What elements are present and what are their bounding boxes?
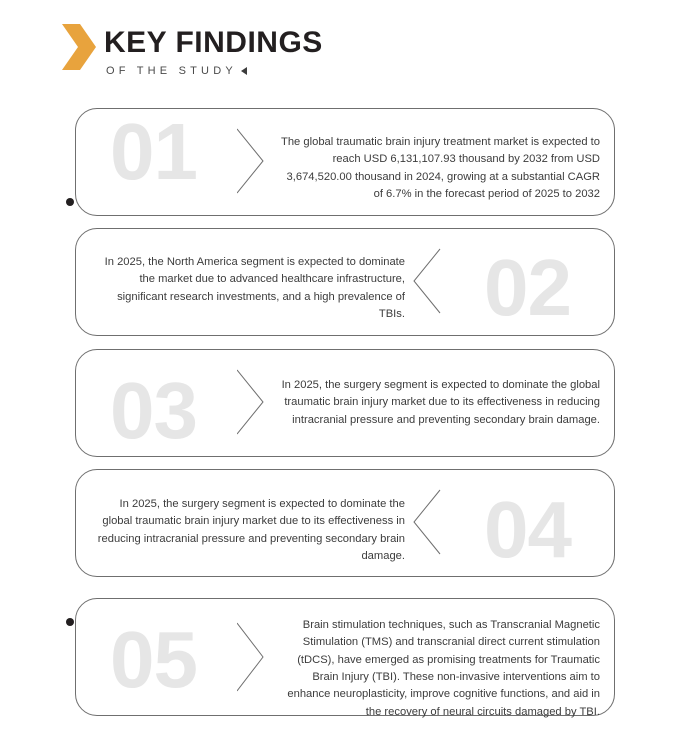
finding-text-05: Brain stimulation techniques, such as Transcranial Magnetic Stimulation (TMS) and transcranial direct current stimulation (tDCS), have emerged as promising treatments for Traumatic Brain Injury (TBI). These non-invasive interventions aim to enhance neuroplasticity, improve cognitive functions, and aid in the recovery of neural circuits damaged by TBI. — [287, 619, 600, 718]
finding-number-05: 05 — [110, 615, 197, 704]
finding-text-03: In 2025, the surgery segment is expected to dominate the global traumatic brain injury market due to its effectiveness in reducing intracranial pressure and preventing secondary brain damage. — [281, 379, 600, 426]
chevron-right-icon — [62, 24, 96, 70]
finding-number-04: 04 — [484, 485, 571, 574]
page-subtitle-label: OF THE STUDY — [106, 65, 237, 77]
finding-number-02: 02 — [484, 243, 571, 332]
page-header — [62, 24, 323, 77]
finding-text-01: The global traumatic brain injury treatment market is expected to reach USD 6,131,107.93 thousand by 2032 from USD 3,674,520.00 thousand in 2024, growing at a substantial CAGR of 6.7% in the forecast period of 2025 to 2032 — [281, 136, 600, 201]
finding-number-03: 03 — [110, 366, 197, 455]
finding-number-01: 01 — [110, 107, 197, 196]
bullet-dot-left-05 — [66, 618, 74, 626]
finding-text-02: In 2025, the North America segment is expected to dominate the market due to advanced healthcare infrastructure, significant research investments, and a high prevalence of TBIs. — [104, 256, 405, 321]
bullet-dot-left-01 — [66, 198, 74, 206]
small-triangle-icon — [241, 67, 247, 75]
page-title: KEY FINDINGS — [104, 26, 323, 59]
finding-text-04: In 2025, the surgery segment is expected to dominate the global traumatic brain injury market due to its effectiveness in reducing intracranial pressure and preventing secondary brain damage. — [97, 498, 405, 563]
header-text-group — [104, 24, 323, 77]
page-subtitle — [106, 65, 323, 77]
